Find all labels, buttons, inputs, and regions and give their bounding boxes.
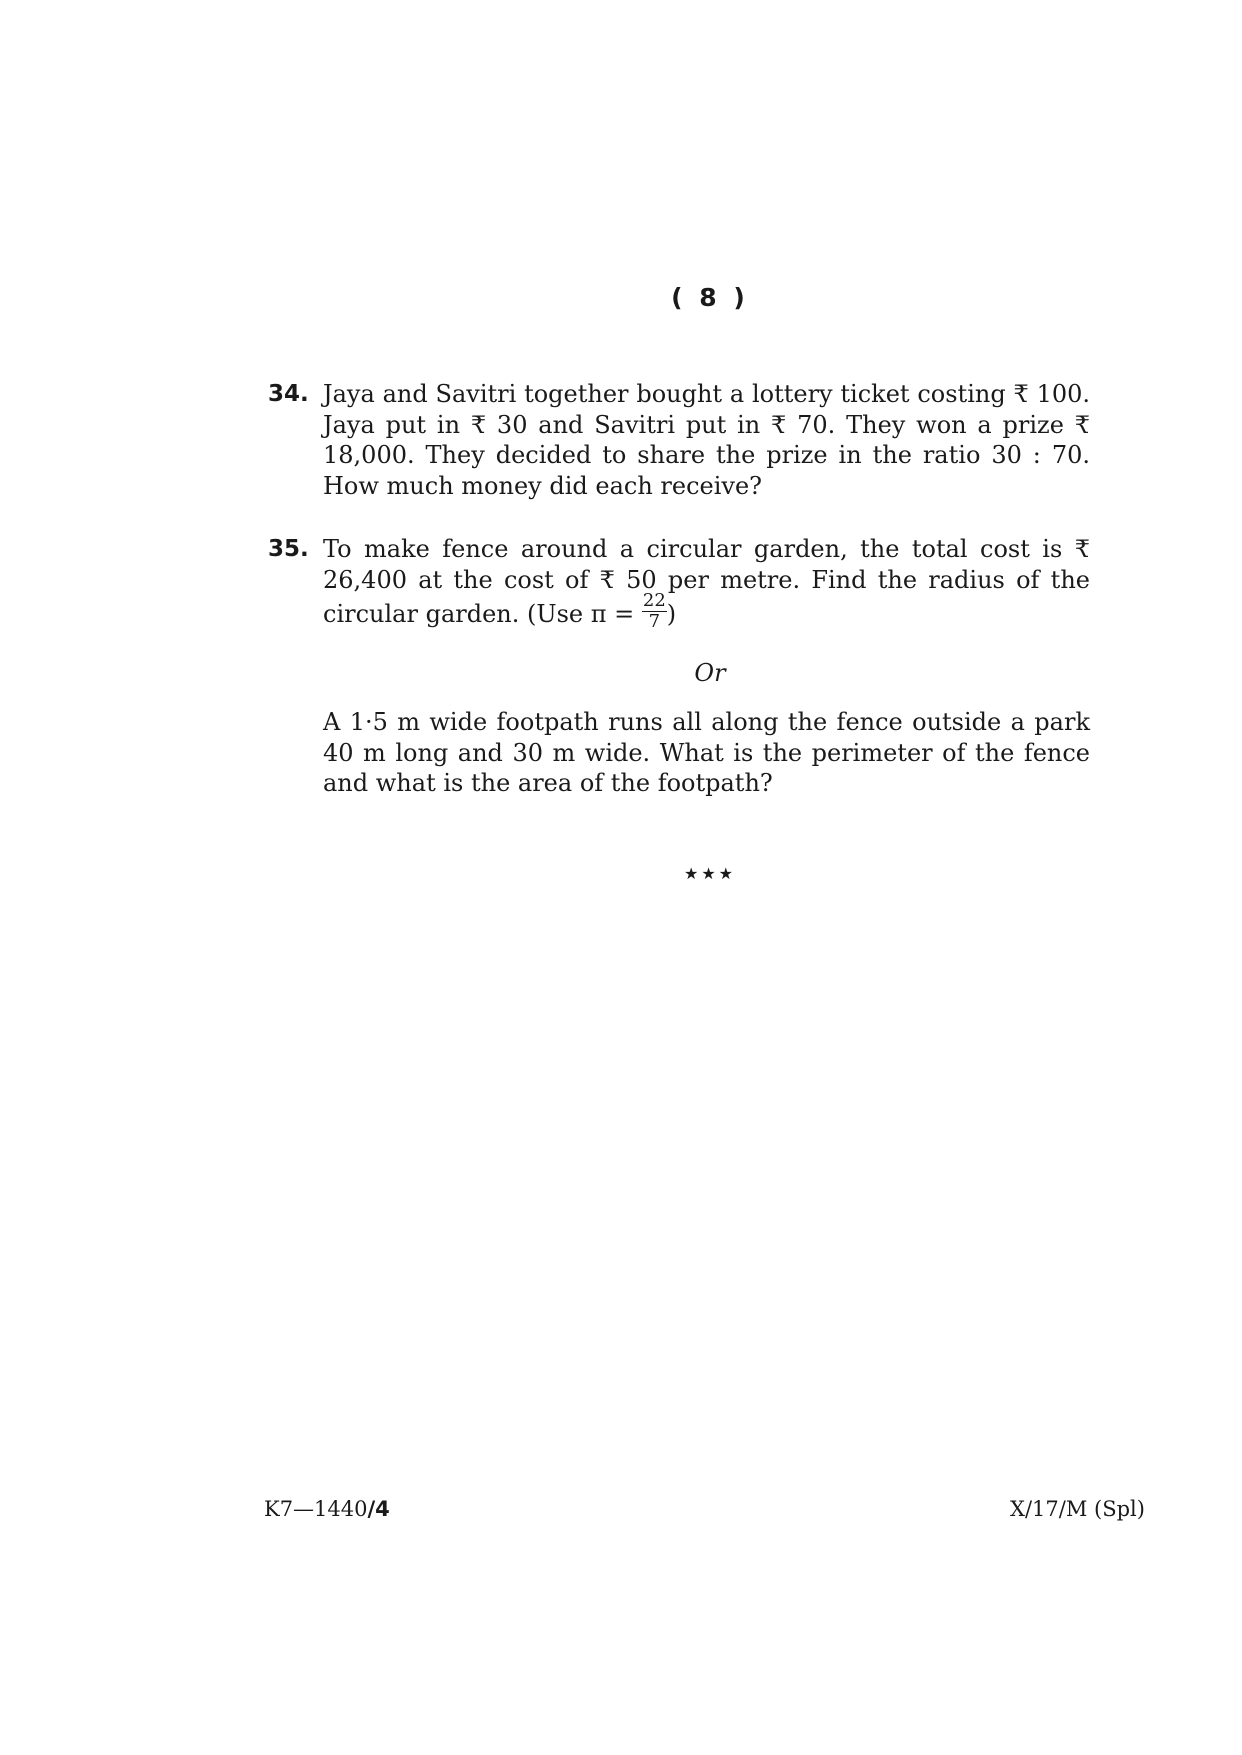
footer-code-prefix: K7—1440 [264, 1497, 368, 1521]
end-marker-stars: ★★★ [683, 864, 737, 883]
footer-code-suffix: /4 [367, 1497, 390, 1521]
or-separator: Or [694, 659, 726, 687]
fraction-numerator: 22 [642, 590, 666, 611]
question-text [323, 534, 1090, 636]
pi-fraction [642, 591, 667, 632]
question-text: Jaya and Savitri together bought a lottery ticket costing ₹ 100. Jaya put in ₹ 30 and Savitri put in ₹ 70. They won a prize ₹ 18,000. They decided to share the prize in the ratio 30 : 70. How much money did each receive? [323, 380, 1090, 500]
alternative-question-text: A 1·5 m wide footpath runs all along the fence outside a park 40 m long and 30 m wide. What is the perimeter of the fence and what is the area of the footpath? [323, 708, 1090, 797]
footer-code [264, 1497, 390, 1521]
question-number: 35. [268, 536, 309, 562]
page-number: ( 8 ) [671, 283, 749, 312]
footer-paper-code: X/17/M (Spl) [1010, 1497, 1145, 1521]
question-number: 34. [268, 381, 309, 407]
fraction-denominator: 7 [648, 611, 661, 632]
question-text-end: ) [666, 600, 677, 628]
question-text-main: To make fence around a circular garden, the total cost is ₹ 26,400 at the cost of ₹ 50 per metre. Find the radius of the circular garden. (Use π = [323, 535, 1090, 628]
